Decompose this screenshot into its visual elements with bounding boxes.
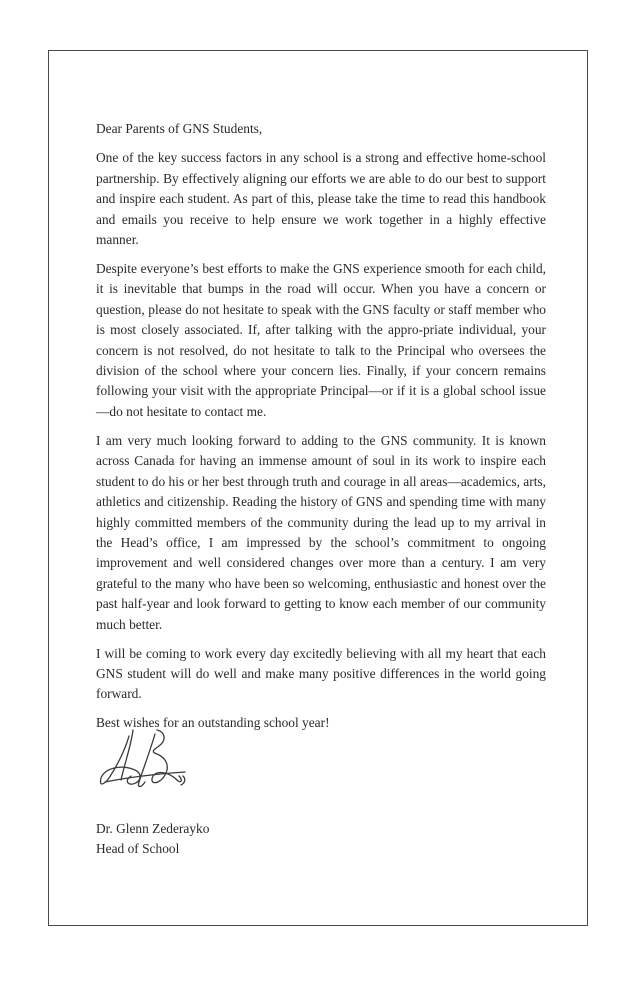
paragraph-community: I am very much looking forward to adding to the GNS community. It is known across Canada for having an immense amount of soul in its work to inspire each student to do his or her best through truth and courage in all areas—academics, arts, athletics and citizenship. Reading the history of GNS and spending time with many highly committed members of the community during the lead up to my arrival in the Head’s office, I am impressed by the school’s commitment to ongoing improvement and well considered changes over more than a century. I am very grateful to the many who have been so welcoming, enthusiastic and honest over the past half-year and look forward to getting to know each member of our community much better. bbox=[96, 432, 546, 632]
paragraph-commitment: I will be coming to work every day excitedly believing with all my heart that each GNS student will do well and make many positive differences in the world going forward. bbox=[96, 645, 546, 702]
paragraph-closing: Best wishes for an outstanding school year! bbox=[96, 715, 330, 731]
paragraph-partnership: One of the key success factors in any school is a strong and effective home-school partnership. By effectively aligning our efforts we are able to do our best to support and inspire each student. As part of this, please take the time to read this handbook and emails you receive to help ensure we work together in a highly effective manner. bbox=[96, 150, 546, 248]
handwritten-signature bbox=[95, 722, 195, 802]
letter-body bbox=[96, 119, 546, 742]
salutation: Dear Parents of GNS Students, bbox=[96, 121, 263, 136]
paragraph-concerns: Despite everyone’s best efforts to make the GNS experience smooth for each child, it is inevitable that bumps in the road will occur. When you have a concern or question, please do not hesitate to speak with the GNS faculty or staff member who is most closely associated. If, after talking with the appro-priate individual, your concern is not resolved, do not hesitate to talk to the Principal who oversees the division of the school where your concern lies. Finally, if your concern remains following your visit with the appropriate Principal—or if it is a global school issue—do not hesitate to contact me. bbox=[96, 261, 546, 419]
signature-block bbox=[96, 819, 209, 860]
signer-name: Dr. Glenn Zederayko bbox=[96, 821, 210, 836]
signer-title: Head of School bbox=[96, 841, 180, 857]
